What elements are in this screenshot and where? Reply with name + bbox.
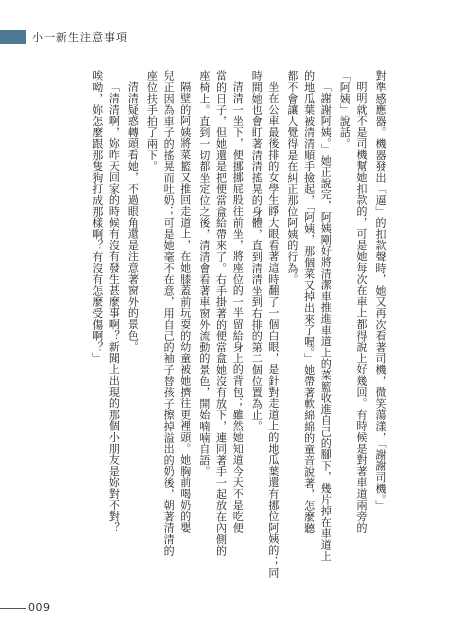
text-line: 唉呦，妳怎麼跟那隻狗打成那樣啊？有沒有怎麼受傷啊？」 — [90, 70, 104, 364]
running-header: 小一新生注意事項 — [32, 31, 128, 44]
text-line: 「阿姨」說話。 — [338, 70, 352, 150]
text-line: 「謝謝阿姨。」她正說完，阿姨剛好將清潔車推進車道上的菜籃收進自己的腳下，幾片掉在車道上 — [319, 81, 333, 562]
text-line: 清清疑惑轉頭看她，不過眼角還是注意著窗外的景色。 — [126, 81, 140, 353]
text-line: 當的日子，但她還是把便當盒給帶來了。右手掛著的便當盒她沒有放下，連同著手一起放在內側的 — [214, 70, 228, 556]
text-line: 對準感應器。機器發出「逼」的扣款聲時，她又再次看著司機，微笑蕩漾，「謝謝司機。」 — [374, 70, 387, 511]
footer-rule — [0, 608, 26, 609]
body-text — [88, 70, 388, 579]
page-number: 009 — [28, 601, 51, 614]
text-line: 明明就不是司機幫她扣款的，可是她每次在車上都得說上好幾回。有時候是對著車道兩旁的 — [354, 81, 368, 533]
text-line: 的地瓜葉被清清順手撿起，「阿姨，那個菜又掉出來了喔。」她帶著軟綿綿的童音說著，怎麼聽 — [302, 70, 316, 534]
text-line: 清清一坐下，便挪挪屁股往前坐，將座位的一半留給身上的背包；雖然她知道今天不是吃便 — [231, 81, 245, 533]
text-line: 時間她也會盯著清清搖晃的身體，直到清清坐到右排的第二個位置為止。 — [250, 70, 264, 432]
header-accent-bar — [0, 30, 26, 44]
text-line: 兒正因為車子的搖晃而吐奶；可是她毫不在意，用自己的袖子替孩子擦掉溢出的奶後，朝著清清的 — [162, 70, 176, 556]
text-line: 座位扶手拍了兩下。 — [145, 70, 159, 172]
text-line: 都不會讓人覺得是在糾正那位阿姨的行為。 — [285, 70, 299, 285]
text-line: 「清清啊，妳昨天回家的時候有沒有發生甚麼事啊？新聞上出現的那個小朋友是妳對不對？ — [107, 81, 121, 533]
text-line: 坐在公車最後排的女學生睜大眼看著這時翻了一個白眼，是針對走道上的地瓜葉還有挪位阿姨的；同 — [266, 81, 280, 579]
text-line: 隔壁的阿姨將菜籃又推回走道上，在她膝蓋前玩耍的幼童被她擠往更裡頭。她胸前喝奶的嬰 — [178, 81, 192, 533]
text-line: 座椅上。直到一切都坐定位之後，清清會看著車窗外流動的景色，開始喃喃自語。 — [197, 70, 211, 477]
